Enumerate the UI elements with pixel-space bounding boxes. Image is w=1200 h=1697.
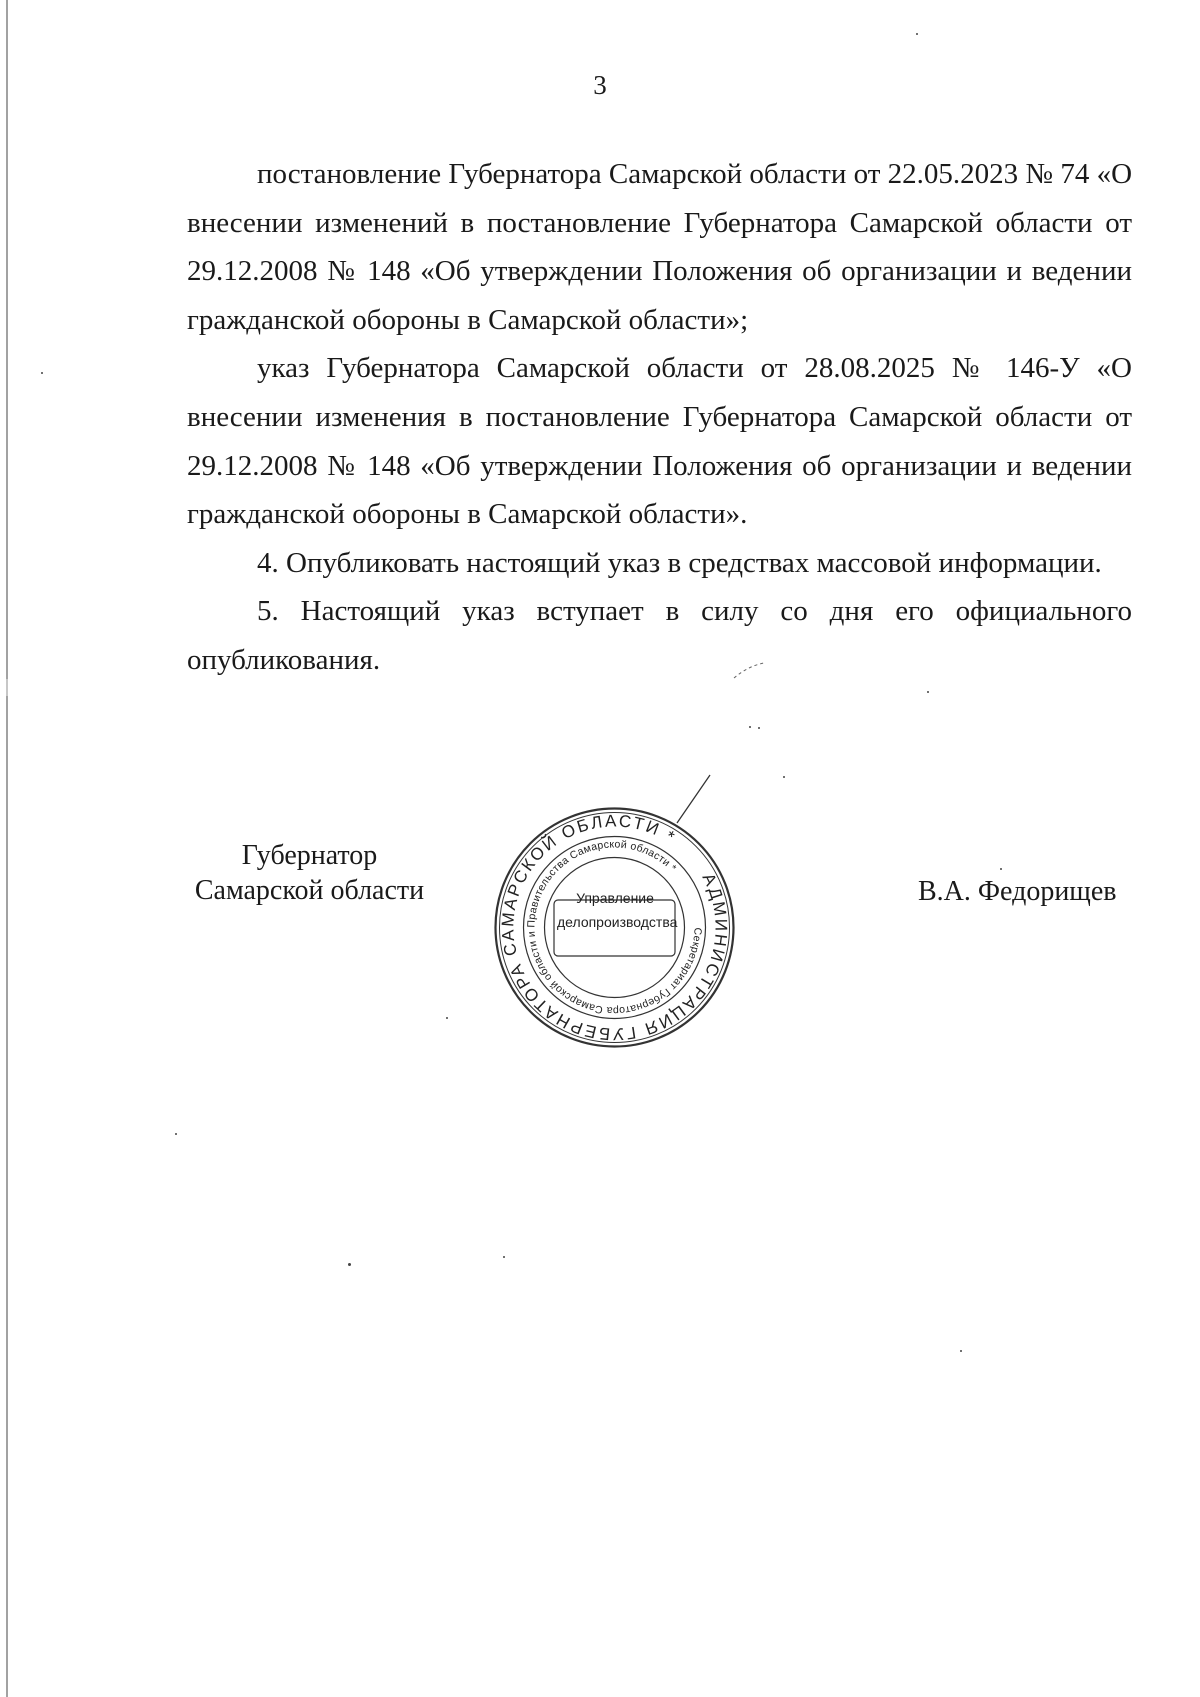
scan-speck [1000, 868, 1002, 870]
seal-outer-text: АДМИНИСТРАЦИЯ ГУБЕРНАТОРА САМАРСКОЙ ОБЛАСТИ * [498, 811, 731, 1044]
scan-edge-line [6, 0, 8, 1697]
scan-speck [749, 726, 751, 728]
seal-middle-text: Секретариат Губернатора Самарской области и Правительства Самарской области * [525, 838, 704, 1017]
scan-speck [960, 1350, 962, 1352]
seal-center-line1: Управление [576, 890, 654, 906]
scan-speck [41, 372, 43, 374]
page-number: 3 [593, 70, 607, 100]
scan-speck [348, 1263, 351, 1266]
signatory-name: В.А. Федорищев [918, 876, 1117, 907]
signature-title-line1: Губернатор [241, 840, 378, 871]
scan-speck [916, 33, 918, 35]
scan-speck [175, 1133, 177, 1135]
scan-speck [927, 691, 929, 693]
document-body [187, 150, 1132, 685]
seal-center-text [557, 886, 678, 934]
signature-title-line2: Самарской области [194, 875, 425, 906]
paragraph-item-5: 5. Настоящий указ вступает в силу со дня его официального опубликования. [187, 595, 1132, 676]
seal-center-line2: делопроизводства [557, 914, 678, 930]
paragraph-postanovlenie: постановление Губернатора Самарской области от 22.05.2023 № 74 «О внесении изменений в постановление Губернатора Самарской области от 29.12.2008 № 148 «Об утверждении Положения об организации и ведении гражданской обороны в Самарской области»; [187, 158, 1133, 336]
scan-speck [758, 727, 760, 729]
signature-stroke [677, 775, 710, 823]
scan-speck [446, 1017, 448, 1019]
paragraph-ukaz: указ Губернатора Самарской области от 28.08.2025 № 146-У «О внесении изменения в постановление Губернатора Самарской области от 29.12.2008 № 148 «Об утверждении Положения об организации и ведении гражданской обороны в Самарской области». [187, 352, 1132, 531]
scan-speck [503, 1256, 505, 1258]
signature-title [187, 838, 432, 908]
pen-mark [730, 660, 770, 682]
paragraph-item-4: 4. Опубликовать настоящий указ в средствах массовой информации. [257, 546, 1102, 579]
scan-speck [783, 776, 785, 778]
